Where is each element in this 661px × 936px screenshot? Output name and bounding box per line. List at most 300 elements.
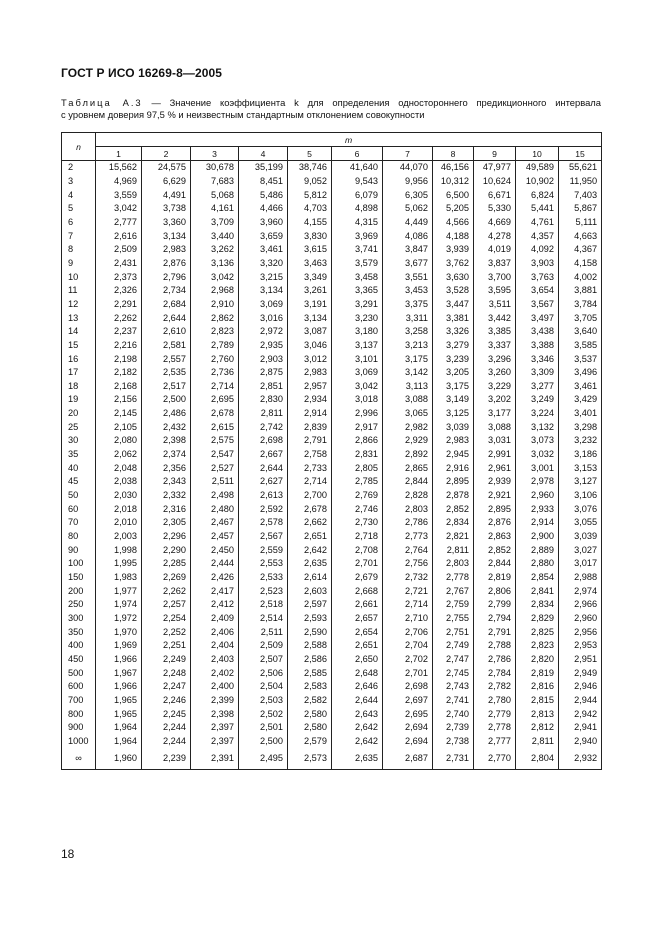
value-cell: 2,527 bbox=[191, 461, 239, 475]
value-cell: 2,687 bbox=[383, 748, 433, 770]
value-cell: 3,837 bbox=[474, 257, 516, 271]
value-cell: 2,983 bbox=[288, 366, 332, 380]
m-value-header: 2 bbox=[142, 147, 191, 161]
value-cell: 2,951 bbox=[559, 653, 602, 667]
value-cell: 2,480 bbox=[191, 502, 239, 516]
value-cell: 2,988 bbox=[559, 571, 602, 585]
value-cell: 2,939 bbox=[474, 475, 516, 489]
n-cell: 60 bbox=[62, 502, 96, 516]
caption-line-1 bbox=[61, 97, 601, 109]
value-cell: 3,375 bbox=[383, 298, 433, 312]
value-cell: 2,811 bbox=[239, 407, 288, 421]
value-cell: 2,960 bbox=[559, 612, 602, 626]
m-value-header: 10 bbox=[516, 147, 559, 161]
value-cell: 2,819 bbox=[516, 666, 559, 680]
value-cell: 2,934 bbox=[288, 393, 332, 407]
value-cell: 2,580 bbox=[288, 721, 332, 735]
value-cell: 2,940 bbox=[559, 735, 602, 749]
table-row bbox=[62, 366, 602, 380]
value-cell: 3,224 bbox=[516, 407, 559, 421]
table-row bbox=[62, 298, 602, 312]
value-cell: 1,966 bbox=[96, 653, 142, 667]
value-cell: 4,161 bbox=[191, 202, 239, 216]
value-cell: 2,786 bbox=[474, 653, 516, 667]
table-row bbox=[62, 243, 602, 257]
value-cell: 3,461 bbox=[559, 380, 602, 394]
value-cell: 2,399 bbox=[191, 694, 239, 708]
value-cell: 2,579 bbox=[288, 735, 332, 749]
m-column-header: m bbox=[96, 133, 602, 147]
value-cell: 3,528 bbox=[433, 284, 474, 298]
value-cell: 3,585 bbox=[559, 339, 602, 353]
value-cell: 3,055 bbox=[559, 516, 602, 530]
value-cell: 2,509 bbox=[239, 639, 288, 653]
value-cell: 2,780 bbox=[474, 694, 516, 708]
value-cell: 2,900 bbox=[516, 530, 559, 544]
value-cell: 1,965 bbox=[96, 694, 142, 708]
value-cell: 2,782 bbox=[474, 680, 516, 694]
value-cell: 3,309 bbox=[516, 366, 559, 380]
value-cell: 2,237 bbox=[96, 325, 142, 339]
n-column-header: n bbox=[62, 133, 96, 161]
value-cell: 1,995 bbox=[96, 557, 142, 571]
value-cell: 3,205 bbox=[433, 366, 474, 380]
value-cell: 4,158 bbox=[559, 257, 602, 271]
value-cell: 2,285 bbox=[142, 557, 191, 571]
value-cell: 3,615 bbox=[288, 243, 332, 257]
value-cell: 2,829 bbox=[516, 612, 559, 626]
value-cell: 3,709 bbox=[191, 216, 239, 230]
value-cell: 3,239 bbox=[433, 352, 474, 366]
value-cell: 2,834 bbox=[433, 516, 474, 530]
table-row bbox=[62, 161, 602, 175]
n-cell: 4 bbox=[62, 188, 96, 202]
value-cell: 2,517 bbox=[142, 380, 191, 394]
n-cell: 10 bbox=[62, 270, 96, 284]
value-cell: 3,442 bbox=[474, 311, 516, 325]
m-value-header: 5 bbox=[288, 147, 332, 161]
value-cell: 2,789 bbox=[191, 339, 239, 353]
value-cell: 3,551 bbox=[383, 270, 433, 284]
table-row bbox=[62, 680, 602, 694]
value-cell: 2,731 bbox=[433, 748, 474, 770]
value-cell: 3,939 bbox=[433, 243, 474, 257]
table-row bbox=[62, 516, 602, 530]
value-cell: 2,668 bbox=[332, 584, 383, 598]
table-caption bbox=[61, 97, 601, 121]
value-cell: 2,755 bbox=[433, 612, 474, 626]
table-row bbox=[62, 325, 602, 339]
m-value-header: 8 bbox=[433, 147, 474, 161]
value-cell: 3,277 bbox=[516, 380, 559, 394]
value-cell: 2,742 bbox=[239, 420, 288, 434]
value-cell: 3,595 bbox=[474, 284, 516, 298]
value-cell: 2,933 bbox=[516, 502, 559, 516]
value-cell: 2,511 bbox=[191, 475, 239, 489]
n-cell: 400 bbox=[62, 639, 96, 653]
value-cell: 2,880 bbox=[516, 557, 559, 571]
value-cell: 2,730 bbox=[332, 516, 383, 530]
value-cell: 2,644 bbox=[332, 694, 383, 708]
table-row bbox=[62, 612, 602, 626]
value-cell: 2,593 bbox=[288, 612, 332, 626]
value-cell: 3,381 bbox=[433, 311, 474, 325]
value-cell: 2,876 bbox=[142, 257, 191, 271]
value-cell: 2,876 bbox=[474, 516, 516, 530]
value-cell: 2,878 bbox=[433, 489, 474, 503]
value-cell: 2,417 bbox=[191, 584, 239, 598]
table-row bbox=[62, 284, 602, 298]
n-cell: 1000 bbox=[62, 735, 96, 749]
value-cell: 5,812 bbox=[288, 188, 332, 202]
document-header: ГОСТ Р ИСО 16269-8—2005 bbox=[61, 66, 223, 80]
m-value-header: 7 bbox=[383, 147, 433, 161]
value-cell: 2,978 bbox=[516, 475, 559, 489]
value-cell: 2,397 bbox=[191, 721, 239, 735]
value-cell: 46,156 bbox=[433, 161, 474, 175]
value-cell: 2,316 bbox=[142, 502, 191, 516]
value-cell: 2,760 bbox=[191, 352, 239, 366]
table-row bbox=[62, 380, 602, 394]
value-cell: 3,042 bbox=[332, 380, 383, 394]
value-cell: 2,644 bbox=[142, 311, 191, 325]
value-cell: 3,258 bbox=[383, 325, 433, 339]
value-cell: 4,019 bbox=[474, 243, 516, 257]
value-cell: 2,732 bbox=[383, 571, 433, 585]
value-cell: 2,398 bbox=[191, 707, 239, 721]
value-cell: 2,018 bbox=[96, 502, 142, 516]
value-cell: 4,761 bbox=[516, 216, 559, 230]
value-cell: 2,788 bbox=[474, 639, 516, 653]
value-cell: 2,895 bbox=[474, 502, 516, 516]
value-cell: 2,246 bbox=[142, 694, 191, 708]
value-cell: 2,862 bbox=[191, 311, 239, 325]
caption-text-1: — Значение коэффициента k для определения одностороннего предикционного интервала bbox=[151, 97, 601, 108]
value-cell: 2,257 bbox=[142, 598, 191, 612]
value-cell: 4,086 bbox=[383, 229, 433, 243]
value-cell: 2,030 bbox=[96, 489, 142, 503]
value-cell: 3,202 bbox=[474, 393, 516, 407]
value-cell: 1,977 bbox=[96, 584, 142, 598]
value-cell: 2,805 bbox=[332, 461, 383, 475]
value-cell: 3,069 bbox=[239, 298, 288, 312]
value-cell: 2,627 bbox=[239, 475, 288, 489]
value-cell: 3,763 bbox=[516, 270, 559, 284]
value-cell: 3,346 bbox=[516, 352, 559, 366]
value-cell: 2,247 bbox=[142, 680, 191, 694]
value-cell: 2,575 bbox=[191, 434, 239, 448]
value-cell: 3,291 bbox=[332, 298, 383, 312]
value-cell: 2,356 bbox=[142, 461, 191, 475]
n-cell: 19 bbox=[62, 393, 96, 407]
value-cell: 2,741 bbox=[433, 694, 474, 708]
value-cell: 2,553 bbox=[239, 557, 288, 571]
value-cell: 3,106 bbox=[559, 489, 602, 503]
n-cell: 150 bbox=[62, 571, 96, 585]
value-cell: 2,889 bbox=[516, 543, 559, 557]
value-cell: 2,409 bbox=[191, 612, 239, 626]
value-cell: 2,844 bbox=[474, 557, 516, 571]
value-cell: 2,816 bbox=[516, 680, 559, 694]
value-cell: 2,953 bbox=[559, 639, 602, 653]
table-row bbox=[62, 434, 602, 448]
value-cell: 3,881 bbox=[559, 284, 602, 298]
table-row bbox=[62, 530, 602, 544]
table-row bbox=[62, 598, 602, 612]
m-value-header: 9 bbox=[474, 147, 516, 161]
value-cell: 6,079 bbox=[332, 188, 383, 202]
value-cell: 2,996 bbox=[332, 407, 383, 421]
value-cell: 2,852 bbox=[433, 502, 474, 516]
n-cell: 16 bbox=[62, 352, 96, 366]
value-cell: 2,739 bbox=[433, 721, 474, 735]
value-cell: 2,182 bbox=[96, 366, 142, 380]
value-cell: 2,010 bbox=[96, 516, 142, 530]
value-cell: 3,229 bbox=[474, 380, 516, 394]
value-cell: 2,895 bbox=[433, 475, 474, 489]
value-cell: 2,583 bbox=[288, 680, 332, 694]
table-row bbox=[62, 543, 602, 557]
caption-line-2: с уровнем доверия 97,5 % и неизвестным стандартным отклонением совокупности bbox=[61, 109, 425, 120]
value-cell: 2,695 bbox=[191, 393, 239, 407]
value-cell: 3,630 bbox=[433, 270, 474, 284]
table-row bbox=[62, 666, 602, 680]
table-row bbox=[62, 188, 602, 202]
value-cell: 3,497 bbox=[516, 311, 559, 325]
value-cell: 2,402 bbox=[191, 666, 239, 680]
value-cell: 2,667 bbox=[239, 448, 288, 462]
value-cell: 4,491 bbox=[142, 188, 191, 202]
value-cell: 2,701 bbox=[332, 557, 383, 571]
value-cell: 3,496 bbox=[559, 366, 602, 380]
value-cell: 4,466 bbox=[239, 202, 288, 216]
n-cell: 9 bbox=[62, 257, 96, 271]
value-cell: 3,388 bbox=[516, 339, 559, 353]
value-cell: 3,191 bbox=[288, 298, 332, 312]
value-cell: 2,326 bbox=[96, 284, 142, 298]
value-cell: 3,142 bbox=[383, 366, 433, 380]
value-cell: 2,831 bbox=[332, 448, 383, 462]
value-cell: 2,785 bbox=[332, 475, 383, 489]
value-cell: 5,111 bbox=[559, 216, 602, 230]
value-cell: 4,898 bbox=[332, 202, 383, 216]
value-cell: 4,367 bbox=[559, 243, 602, 257]
value-cell: 2,803 bbox=[383, 502, 433, 516]
value-cell: 2,597 bbox=[288, 598, 332, 612]
n-cell: 18 bbox=[62, 380, 96, 394]
value-cell: 2,945 bbox=[433, 448, 474, 462]
value-cell: 2,784 bbox=[474, 666, 516, 680]
value-cell: 2,643 bbox=[332, 707, 383, 721]
m-value-header: 3 bbox=[191, 147, 239, 161]
n-cell: 450 bbox=[62, 653, 96, 667]
value-cell: 3,567 bbox=[516, 298, 559, 312]
n-cell: 300 bbox=[62, 612, 96, 626]
value-cell: 2,815 bbox=[516, 694, 559, 708]
n-cell: 50 bbox=[62, 489, 96, 503]
value-cell: 35,199 bbox=[239, 161, 288, 175]
value-cell: 4,315 bbox=[332, 216, 383, 230]
value-cell: 2,567 bbox=[239, 530, 288, 544]
value-cell: 2,500 bbox=[239, 735, 288, 749]
value-cell: 3,186 bbox=[559, 448, 602, 462]
table-row bbox=[62, 639, 602, 653]
value-cell: 2,745 bbox=[433, 666, 474, 680]
value-cell: 2,504 bbox=[239, 680, 288, 694]
value-cell: 2,714 bbox=[288, 475, 332, 489]
value-cell: 2,678 bbox=[288, 502, 332, 516]
value-cell: 2,820 bbox=[516, 653, 559, 667]
value-cell: 2,580 bbox=[288, 707, 332, 721]
value-cell: 2,398 bbox=[142, 434, 191, 448]
value-cell: 2,738 bbox=[433, 735, 474, 749]
value-cell: 3,847 bbox=[383, 243, 433, 257]
value-cell: 2,684 bbox=[142, 298, 191, 312]
value-cell: 3,762 bbox=[433, 257, 474, 271]
value-cell: 2,305 bbox=[142, 516, 191, 530]
value-cell: 3,132 bbox=[516, 420, 559, 434]
value-cell: 2,507 bbox=[239, 653, 288, 667]
value-cell: 6,671 bbox=[474, 188, 516, 202]
value-cell: 2,198 bbox=[96, 352, 142, 366]
value-cell: 2,559 bbox=[239, 543, 288, 557]
value-cell: 2,956 bbox=[559, 625, 602, 639]
value-cell: 3,230 bbox=[332, 311, 383, 325]
value-cell: 4,278 bbox=[474, 229, 516, 243]
value-cell: 3,738 bbox=[142, 202, 191, 216]
value-cell: 2,813 bbox=[516, 707, 559, 721]
value-cell: 2,759 bbox=[433, 598, 474, 612]
value-cell: 3,458 bbox=[332, 270, 383, 284]
table-row bbox=[62, 393, 602, 407]
value-cell: 2,863 bbox=[474, 530, 516, 544]
value-cell: 44,070 bbox=[383, 161, 433, 175]
value-cell: 6,500 bbox=[433, 188, 474, 202]
value-cell: 3,401 bbox=[559, 407, 602, 421]
table-row bbox=[62, 311, 602, 325]
n-cell: 350 bbox=[62, 625, 96, 639]
table-row bbox=[62, 448, 602, 462]
value-cell: 2,706 bbox=[383, 625, 433, 639]
value-cell: 2,249 bbox=[142, 653, 191, 667]
value-cell: 3,039 bbox=[433, 420, 474, 434]
table-row bbox=[62, 557, 602, 571]
value-cell: 15,562 bbox=[96, 161, 142, 175]
value-cell: 2,778 bbox=[474, 721, 516, 735]
n-cell: 900 bbox=[62, 721, 96, 735]
value-cell: 5,205 bbox=[433, 202, 474, 216]
value-cell: 2,373 bbox=[96, 270, 142, 284]
value-cell: 3,279 bbox=[433, 339, 474, 353]
value-cell: 2,290 bbox=[142, 543, 191, 557]
value-cell: 2,654 bbox=[332, 625, 383, 639]
value-cell: 1,964 bbox=[96, 721, 142, 735]
value-cell: 9,052 bbox=[288, 175, 332, 189]
value-cell: 2,642 bbox=[332, 721, 383, 735]
value-cell: 3,137 bbox=[332, 339, 383, 353]
value-cell: 3,360 bbox=[142, 216, 191, 230]
value-cell: 2,777 bbox=[96, 216, 142, 230]
value-cell: 1,964 bbox=[96, 735, 142, 749]
value-cell: 2,701 bbox=[383, 666, 433, 680]
value-cell: 2,003 bbox=[96, 530, 142, 544]
value-cell: 2,960 bbox=[516, 489, 559, 503]
value-cell: 2,500 bbox=[142, 393, 191, 407]
value-cell: 2,262 bbox=[142, 584, 191, 598]
value-cell: 2,914 bbox=[516, 516, 559, 530]
value-cell: 2,935 bbox=[239, 339, 288, 353]
value-cell: 2,291 bbox=[96, 298, 142, 312]
value-cell: 2,498 bbox=[191, 489, 239, 503]
value-cell: 2,702 bbox=[383, 653, 433, 667]
n-cell: 14 bbox=[62, 325, 96, 339]
table-row bbox=[62, 707, 602, 721]
table-body bbox=[62, 161, 602, 770]
value-cell: 2,244 bbox=[142, 735, 191, 749]
value-cell: 3,311 bbox=[383, 311, 433, 325]
value-cell: 2,573 bbox=[288, 748, 332, 770]
value-cell: 5,330 bbox=[474, 202, 516, 216]
value-cell: 2,694 bbox=[383, 721, 433, 735]
value-cell: 2,875 bbox=[239, 366, 288, 380]
n-cell: 200 bbox=[62, 584, 96, 598]
table-row bbox=[62, 653, 602, 667]
value-cell: 3,017 bbox=[559, 557, 602, 571]
value-cell: 2,502 bbox=[239, 707, 288, 721]
value-cell: 2,844 bbox=[383, 475, 433, 489]
value-cell: 2,828 bbox=[383, 489, 433, 503]
value-cell: 2,514 bbox=[239, 612, 288, 626]
value-cell: 2,509 bbox=[96, 243, 142, 257]
value-cell: 2,616 bbox=[96, 229, 142, 243]
value-cell: 5,867 bbox=[559, 202, 602, 216]
value-cell: 3,180 bbox=[332, 325, 383, 339]
value-cell: 2,412 bbox=[191, 598, 239, 612]
value-cell: 49,589 bbox=[516, 161, 559, 175]
value-cell: 3,659 bbox=[239, 229, 288, 243]
n-cell: 2 bbox=[62, 161, 96, 175]
value-cell: 3,579 bbox=[332, 257, 383, 271]
table-row bbox=[62, 175, 602, 189]
value-cell: 2,695 bbox=[383, 707, 433, 721]
value-cell: 3,784 bbox=[559, 298, 602, 312]
value-cell: 2,251 bbox=[142, 639, 191, 653]
value-cell: 2,400 bbox=[191, 680, 239, 694]
value-cell: 2,770 bbox=[474, 748, 516, 770]
value-cell: 4,002 bbox=[559, 270, 602, 284]
table-row bbox=[62, 584, 602, 598]
value-cell: 3,677 bbox=[383, 257, 433, 271]
value-cell: 2,791 bbox=[288, 434, 332, 448]
value-cell: 2,892 bbox=[383, 448, 433, 462]
value-cell: 2,786 bbox=[383, 516, 433, 530]
value-cell: 3,042 bbox=[191, 270, 239, 284]
value-cell: 2,721 bbox=[383, 584, 433, 598]
n-cell: 600 bbox=[62, 680, 96, 694]
value-cell: 2,506 bbox=[239, 666, 288, 680]
value-cell: 2,698 bbox=[239, 434, 288, 448]
value-cell: 2,841 bbox=[516, 584, 559, 598]
value-cell: 2,834 bbox=[516, 598, 559, 612]
table-row bbox=[62, 721, 602, 735]
value-cell: 2,296 bbox=[142, 530, 191, 544]
value-cell: 3,177 bbox=[474, 407, 516, 421]
value-cell: 7,403 bbox=[559, 188, 602, 202]
value-cell: 6,629 bbox=[142, 175, 191, 189]
value-cell: 3,429 bbox=[559, 393, 602, 407]
page-number: 18 bbox=[61, 847, 75, 861]
value-cell: 3,127 bbox=[559, 475, 602, 489]
